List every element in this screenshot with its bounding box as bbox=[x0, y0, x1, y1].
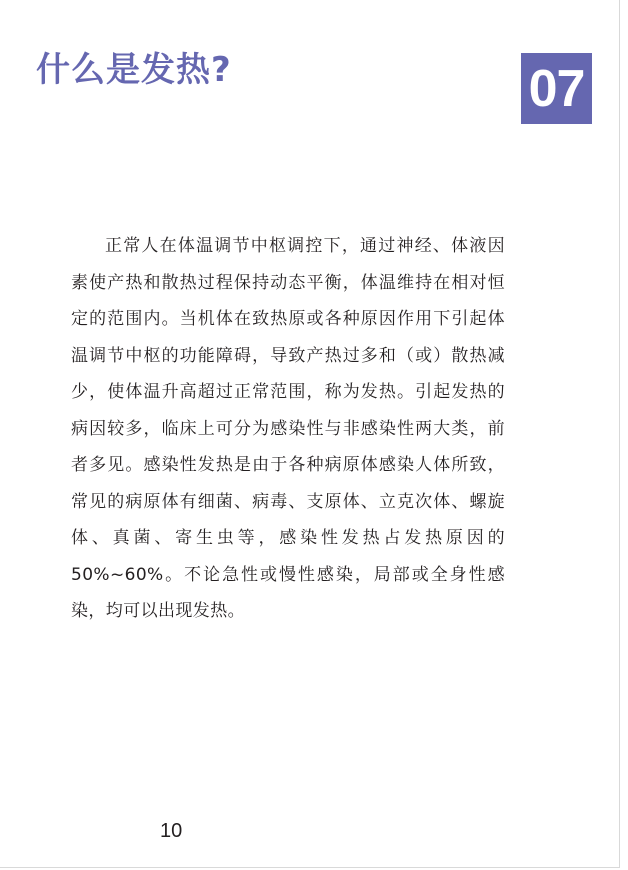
page-number: 10 bbox=[160, 820, 183, 842]
chapter-number-badge bbox=[521, 53, 592, 124]
chapter-number: 07 bbox=[528, 59, 585, 118]
page-title: 什么是发热? bbox=[36, 50, 232, 90]
body-paragraph: 正常人在体温调节中枢调控下，通过神经、体液因素使产热和散热过程保持动态平衡，体温维持在相对恒定的范围内。当机体在致热原或各种原因作用下引起体温调节中枢的功能障碍，导致产热过多和（或）散热减少，使体温升高超过正常范围，称为发热。引起发热的病因较多，临床上可分为感染性与非感染性两大类，前者多见。感染性发热是由于各种病原体感染人体所致，常见的病原体有细菌、病毒、支原体、立克次体、螺旋体、真菌、寄生虫等，感染性发热占发热原因的 50%~60%。不论急性或慢性感染，局部或全身性感染，均可以出现发热。 bbox=[71, 236, 505, 621]
